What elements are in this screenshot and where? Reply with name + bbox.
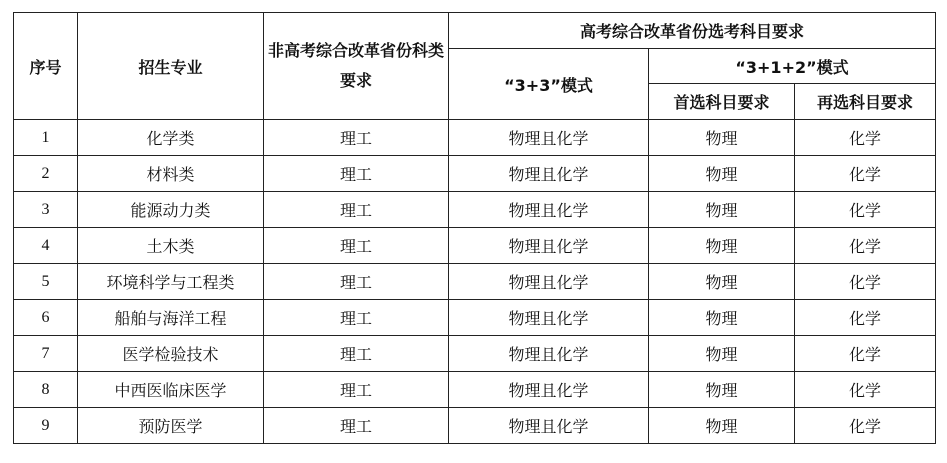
row-first-choice: 物理 (649, 372, 795, 408)
row-non-reform: 理工 (264, 192, 449, 228)
table-row (14, 336, 936, 372)
table-body (14, 120, 936, 444)
row-mode-33: 物理且化学 (449, 300, 649, 336)
row-second-choice: 化学 (795, 228, 936, 264)
row-major: 中西医临床医学 (78, 372, 264, 408)
row-index: 7 (14, 336, 78, 372)
header-mode-312: “3+1+2”模式 (649, 49, 936, 84)
row-index: 8 (14, 372, 78, 408)
row-second-choice: 化学 (795, 300, 936, 336)
row-first-choice: 物理 (649, 300, 795, 336)
table-row (14, 372, 936, 408)
row-major: 能源动力类 (78, 192, 264, 228)
header-row-1 (14, 13, 936, 49)
header-non-reform: 非高考综合改革省份科类要求 (264, 13, 449, 120)
row-first-choice: 物理 (649, 192, 795, 228)
row-major: 材料类 (78, 156, 264, 192)
row-mode-33: 物理且化学 (449, 264, 649, 300)
row-second-choice: 化学 (795, 408, 936, 444)
row-non-reform: 理工 (264, 120, 449, 156)
table-row (14, 192, 936, 228)
row-first-choice: 物理 (649, 336, 795, 372)
row-index: 1 (14, 120, 78, 156)
table-row (14, 120, 936, 156)
row-mode-33: 物理且化学 (449, 336, 649, 372)
row-non-reform: 理工 (264, 156, 449, 192)
row-first-choice: 物理 (649, 408, 795, 444)
subject-requirements-table (13, 12, 936, 444)
row-index: 4 (14, 228, 78, 264)
header-major: 招生专业 (78, 13, 264, 120)
table-row (14, 300, 936, 336)
table-header (14, 13, 936, 120)
header-first-choice: 首选科目要求 (649, 84, 795, 120)
row-major: 化学类 (78, 120, 264, 156)
row-non-reform: 理工 (264, 300, 449, 336)
row-non-reform: 理工 (264, 264, 449, 300)
row-major: 环境科学与工程类 (78, 264, 264, 300)
row-mode-33: 物理且化学 (449, 192, 649, 228)
row-major: 预防医学 (78, 408, 264, 444)
row-first-choice: 物理 (649, 228, 795, 264)
row-mode-33: 物理且化学 (449, 372, 649, 408)
row-mode-33: 物理且化学 (449, 120, 649, 156)
row-index: 9 (14, 408, 78, 444)
row-non-reform: 理工 (264, 228, 449, 264)
row-second-choice: 化学 (795, 336, 936, 372)
row-mode-33: 物理且化学 (449, 156, 649, 192)
table-row (14, 156, 936, 192)
table-row (14, 408, 936, 444)
row-non-reform: 理工 (264, 336, 449, 372)
row-first-choice: 物理 (649, 156, 795, 192)
row-major: 医学检验技术 (78, 336, 264, 372)
row-index: 2 (14, 156, 78, 192)
row-second-choice: 化学 (795, 156, 936, 192)
row-index: 6 (14, 300, 78, 336)
table-row (14, 264, 936, 300)
row-non-reform: 理工 (264, 372, 449, 408)
row-first-choice: 物理 (649, 120, 795, 156)
header-second-choice: 再选科目要求 (795, 84, 936, 120)
row-first-choice: 物理 (649, 264, 795, 300)
row-second-choice: 化学 (795, 120, 936, 156)
row-non-reform: 理工 (264, 408, 449, 444)
header-index: 序号 (14, 13, 78, 120)
row-second-choice: 化学 (795, 264, 936, 300)
header-reform-group: 高考综合改革省份选考科目要求 (449, 13, 936, 49)
row-major: 船舶与海洋工程 (78, 300, 264, 336)
table-row (14, 228, 936, 264)
row-mode-33: 物理且化学 (449, 408, 649, 444)
row-mode-33: 物理且化学 (449, 228, 649, 264)
row-index: 5 (14, 264, 78, 300)
header-mode-33: “3+3”模式 (449, 49, 649, 120)
row-index: 3 (14, 192, 78, 228)
row-second-choice: 化学 (795, 372, 936, 408)
row-major: 土木类 (78, 228, 264, 264)
row-second-choice: 化学 (795, 192, 936, 228)
